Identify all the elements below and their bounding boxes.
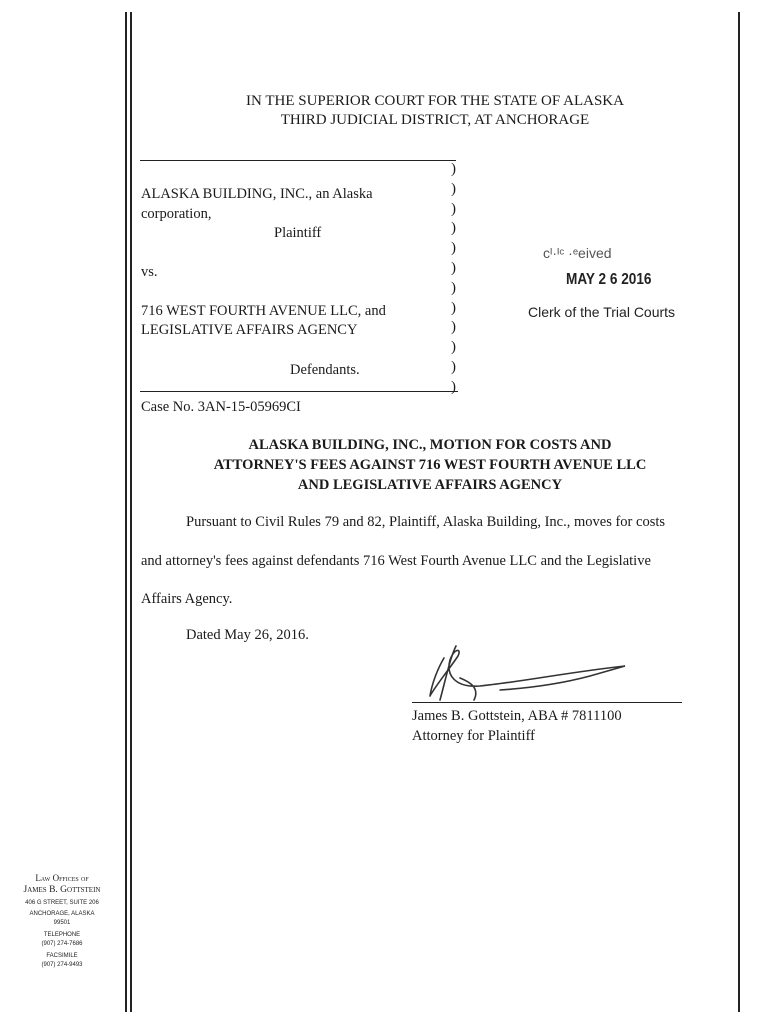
caption-bottom-rule	[140, 391, 458, 392]
stamp-received: ᴄᴵ·ᴵᶜ ·ᵉeived	[543, 245, 612, 261]
body-paragraph-line1: Pursuant to Civil Rules 79 and 82, Plaintiff, Alaska Building, Inc., moves for costs	[186, 514, 666, 530]
sidebar-fax-label: FACSIMILE	[46, 953, 78, 959]
defendant-name-line1: 716 WEST FOURTH AVENUE LLC, and	[141, 303, 386, 319]
caption-top-rule	[140, 160, 456, 161]
plaintiff-name-line2: corporation,	[141, 206, 212, 222]
sidebar-fax: (907) 274-9493	[41, 962, 83, 968]
signature-line	[412, 702, 682, 703]
left-margin-rule-outer	[125, 12, 127, 1012]
body-paragraph-line2: and attorney's fees against defendants 716 West Fourth Avenue LLC and the Legislative	[141, 553, 651, 569]
case-number: Case No. 3AN-15-05969CI	[141, 399, 301, 415]
law-office-sidebar	[0, 872, 124, 970]
defendant-role: Defendants.	[290, 362, 360, 378]
stamp-clerk: Clerk of the Trial Courts	[528, 304, 676, 320]
right-margin-rule	[738, 12, 740, 1012]
signer-role: Attorney for Plaintiff	[412, 728, 535, 744]
court-name: IN THE SUPERIOR COURT FOR THE STATE OF ALASKA	[246, 93, 624, 109]
handwritten-signature	[410, 638, 650, 708]
motion-title-line2: ATTORNEY'S FEES AGAINST 716 WEST FOURTH AVENUE LLC	[213, 457, 647, 473]
plaintiff-name-line1: ALASKA BUILDING, INC., an Alaska	[141, 186, 373, 202]
sidebar-telephone-label: TELEPHONE	[43, 932, 81, 938]
left-margin-rule-inner	[130, 12, 132, 1012]
signer-name: James B. Gottstein, ABA # 7811100	[412, 708, 622, 724]
motion-title-line1: ALASKA BUILDING, INC., MOTION FOR COSTS AND	[248, 437, 612, 453]
caption-parentheses: ) ) ) ) ) ) ) ) ) ) ) )	[451, 161, 456, 395]
defendant-name-line2: LEGISLATIVE AFFAIRS AGENCY	[141, 322, 358, 338]
sidebar-city: ANCHORAGE, ALASKA	[29, 911, 95, 917]
plaintiff-role: Plaintiff	[274, 225, 322, 241]
sidebar-telephone: (907) 274-7686	[41, 941, 83, 947]
court-district: THIRD JUDICIAL DISTRICT, AT ANCHORAGE	[280, 112, 590, 128]
sidebar-attorney-name: James B. Gottstein	[23, 885, 101, 895]
motion-title-line3: AND LEGISLATIVE AFFAIRS AGENCY	[297, 477, 563, 493]
versus-label: vs.	[141, 264, 158, 280]
sidebar-street: 406 G STREET, SUITE 206	[25, 900, 99, 906]
stamp-date: MAY 2 6 2016	[566, 271, 652, 288]
dated-line: Dated May 26, 2016.	[186, 627, 309, 643]
sidebar-firm-label: Law Offices of	[35, 873, 89, 883]
sidebar-zip: 99501	[53, 920, 71, 926]
body-paragraph-line3: Affairs Agency.	[141, 591, 233, 607]
